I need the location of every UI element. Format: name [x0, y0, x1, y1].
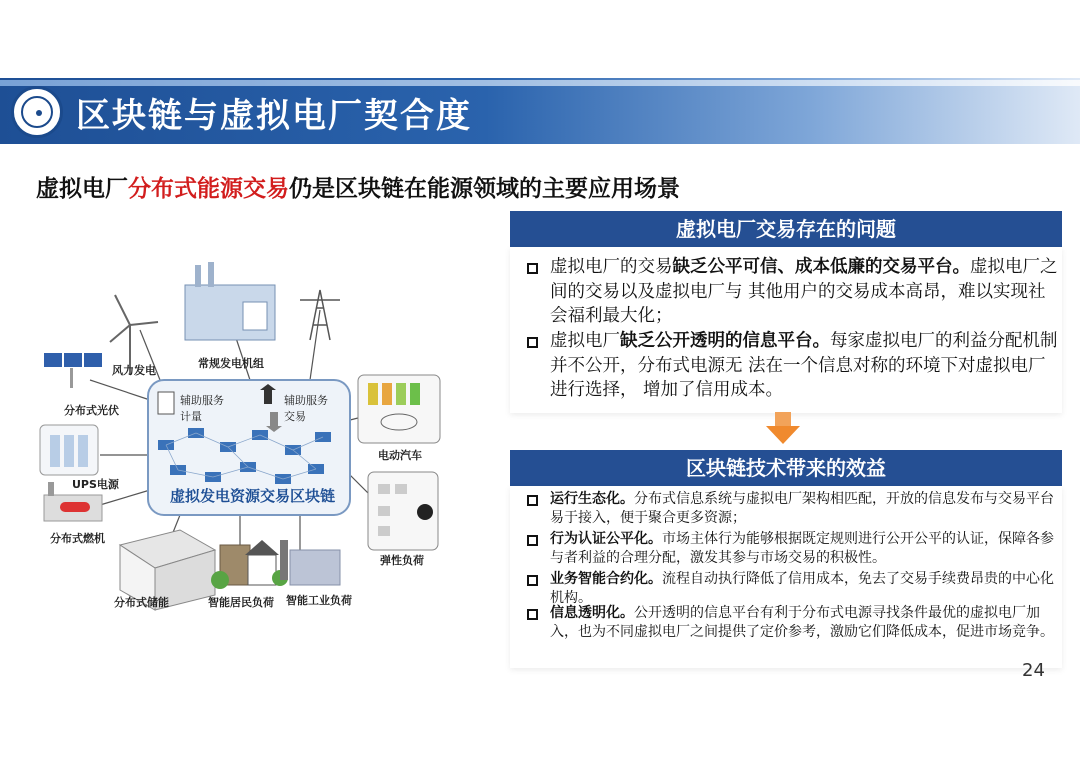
document-icon: [158, 392, 174, 414]
arrow-head: [766, 426, 800, 444]
diagram-graphic: [30, 250, 500, 620]
node-label-industrial: 智能工业负荷: [286, 594, 352, 607]
problem-bold: 缺乏公开透明的信息平台。: [620, 331, 830, 351]
down-arrow-icon: [766, 412, 800, 444]
node-label-gas: 分布式燃机: [50, 532, 105, 545]
node-label-ev: 电动汽车: [378, 449, 422, 462]
ev-battery-icon: [358, 375, 440, 443]
node-label-residential: 智能居民负荷: [208, 596, 274, 609]
node-label-wind: 风力发电: [112, 364, 156, 377]
solar-panel-icon: [44, 353, 102, 388]
university-logo: [11, 86, 63, 138]
benefit-text: [550, 604, 1064, 642]
link-gas: [100, 490, 150, 505]
panel-problems-header: 虚拟电厂交易存在的问题: [510, 211, 1062, 247]
benefit-bold: 行为认证公平化。: [550, 531, 662, 547]
subtitle-prefix: 虚拟电厂: [36, 176, 128, 202]
benefit-rest: 公开透明的信息平台有利于分布式电源寻找条件最优的虚拟电厂加入，也为不同虚拟电厂之间提供了定价参考，激励它们降低成本，促进市场竞争。: [550, 605, 1054, 640]
panel-problems-body: [510, 247, 1062, 413]
subtitle-suffix: 仍是区块链在能源领域的主要应用场景: [289, 176, 680, 202]
benefit-text: [550, 530, 1064, 568]
page-title: 区块链与虚拟电厂契合度: [76, 96, 472, 136]
problem-rest: 虚拟电厂之间的交易以及虚拟电厂与 其他用户的交易成本高昂，难以实现社会福利最大化；: [550, 257, 1058, 326]
center-label-trading: 辅助服务交易: [284, 394, 328, 423]
node-label-ups: UPS电源: [72, 478, 119, 491]
blockchain-title: 虚拟发电资源交易区块链: [170, 487, 336, 505]
benefit-text: [550, 490, 1064, 528]
ups-icon: [40, 425, 98, 475]
subtitle-highlight: 分布式能源交易: [128, 176, 289, 202]
node-label-pv: 分布式光伏: [64, 404, 119, 417]
square-bullet-icon: [527, 575, 538, 586]
arrow-shaft: [775, 412, 791, 426]
benefit-text: [550, 570, 1064, 608]
benefit-rest: 流程自动执行降低了信用成本，免去了交易手续费昂贵的中心化机构。: [550, 571, 1054, 606]
flexible-load-panel-icon: [368, 472, 438, 550]
center-label-metering: 辅助服务计量: [180, 394, 224, 423]
slide-subtitle: [36, 170, 680, 203]
square-bullet-icon: [527, 263, 538, 274]
benefit-bold: 信息透明化。: [550, 605, 634, 621]
square-bullet-icon: [527, 535, 538, 546]
square-bullet-icon: [527, 337, 538, 348]
link-pv: [90, 380, 150, 400]
square-bullet-icon: [527, 609, 538, 620]
benefit-bold: 运行生态化。: [550, 491, 634, 507]
benefit-rest: 市场主体行为能够根据既定规则进行公开公平的认证，保障各参与者利益的合理分配，激发其参与市场交易的积极性。: [550, 531, 1054, 566]
link-tower: [310, 310, 320, 380]
logo-ring: [21, 96, 53, 128]
industrial-building-icon: [280, 540, 340, 585]
vpp-blockchain-diagram: [30, 250, 500, 620]
residential-building-icon: [211, 540, 288, 589]
square-bullet-icon: [527, 495, 538, 506]
problem-text: [550, 329, 1060, 403]
node-label-flex: 弹性负荷: [380, 554, 424, 567]
problem-pre: 虚拟电厂: [550, 331, 620, 351]
benefit-rest: 分布式信息系统与虚拟电厂架构相匹配，开放的信息发布与交易平台易于接入，便于聚合更多资源；: [550, 491, 1054, 526]
page-number: 24: [1022, 660, 1045, 681]
benefit-bold: 业务智能合约化。: [550, 571, 662, 587]
logo-dot: [36, 110, 42, 116]
header-stripe: [0, 80, 1080, 86]
node-label-storage: 分布式储能: [114, 596, 169, 609]
panel-benefits-header: 区块链技术带来的效益: [510, 450, 1062, 486]
problem-pre: 虚拟电厂的交易: [550, 257, 673, 277]
power-plant-icon: [185, 262, 275, 340]
transmission-tower-icon: [300, 290, 340, 340]
problem-bold: 缺乏公平可信、成本低廉的交易平台。: [672, 257, 970, 277]
problem-rest: 每家虚拟电厂的利益分配机制并不公开，分布式电源无 法在一个信息对称的环境下对虚拟电厂进行选择， 增加了信用成本。: [550, 331, 1058, 400]
problem-text: [550, 255, 1060, 329]
panel-benefits-body: [510, 486, 1062, 668]
node-label-conventional: 常规发电机组: [198, 357, 264, 370]
